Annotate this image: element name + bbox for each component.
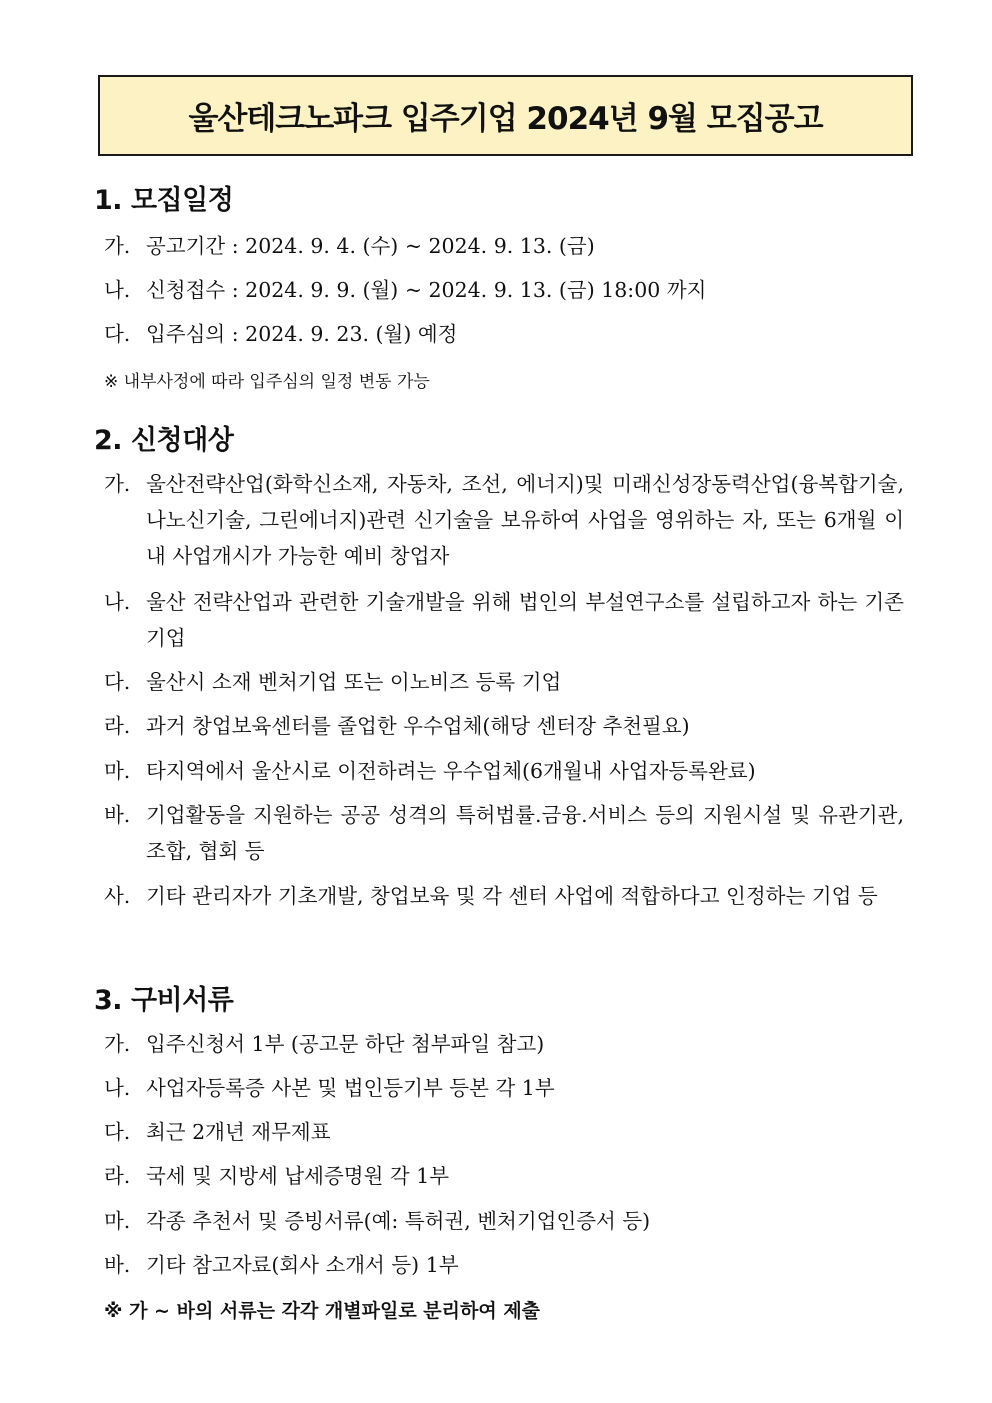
list-item — [104, 466, 904, 574]
list-item — [104, 1114, 904, 1150]
item-text: 기타 참고자료(회사 소개서 등) 1부 — [146, 1253, 459, 1277]
list-item — [104, 664, 904, 700]
item-marker: 가. — [104, 234, 131, 258]
item-marker: 다. — [104, 670, 131, 694]
list-item — [104, 1158, 904, 1194]
item-marker: 다. — [104, 1120, 131, 1144]
section-heading-documents: 3. 구비서류 — [94, 985, 234, 1016]
list-item — [104, 1203, 904, 1239]
item-marker: 가. — [104, 1032, 131, 1056]
item-text: 울산시 소재 벤처기업 또는 이노비즈 등록 기업 — [146, 670, 562, 694]
item-marker: 나. — [104, 1076, 131, 1100]
item-marker: 가. — [104, 472, 131, 496]
item-marker: 바. — [104, 803, 131, 827]
list-item — [104, 1247, 904, 1283]
item-text: 타지역에서 울산시로 이전하려는 우수업체(6개월내 사업자등록완료) — [146, 759, 756, 783]
item-text: 최근 2개년 재무제표 — [146, 1120, 331, 1144]
item-text: 울산전략산업(화학신소재, 자동차, 조선, 에너지)및 미래신성장동력산업(융복합기술, 나노신기술, 그린에너지)관련 신기술을 보유하여 사업을 영위하는 자, 또는 6개월 이내 사업개시가 가능한 예비 창업자 — [146, 472, 904, 568]
documents-note: ※ 가 ~ 바의 서류는 각각 개별파일로 분리하여 제출 — [104, 1300, 541, 1322]
item-marker: 라. — [104, 1164, 131, 1188]
list-item — [104, 1070, 904, 1106]
item-marker: 다. — [104, 322, 131, 346]
page-title: 울산테크노파크 입주기업 2024년 9월 모집공고 — [188, 101, 823, 137]
list-item — [104, 1026, 904, 1062]
section-heading-eligibility: 2. 신청대상 — [94, 425, 234, 456]
item-marker: 마. — [104, 1209, 131, 1233]
item-marker: 나. — [104, 590, 131, 614]
item-text: 신청접수 : 2024. 9. 9. (월) ~ 2024. 9. 13. (금) 18:00 까지 — [146, 278, 707, 302]
item-marker: 바. — [104, 1253, 131, 1277]
item-marker: 마. — [104, 759, 131, 783]
item-text: 울산 전략산업과 관련한 기술개발을 위해 법인의 부설연구소를 설립하고자 하는 기존 기업 — [146, 590, 904, 650]
section-heading-schedule: 1. 모집일정 — [94, 185, 234, 216]
list-item — [104, 228, 904, 264]
title-box — [98, 75, 913, 156]
item-text: 사업자등록증 사본 및 법인등기부 등본 각 1부 — [146, 1076, 555, 1100]
item-marker: 사. — [104, 884, 131, 908]
item-text: 공고기간 : 2024. 9. 4. (수) ~ 2024. 9. 13. (금) — [146, 234, 595, 258]
list-item — [104, 272, 904, 308]
item-text: 기업활동을 지원하는 공공 성격의 특허법률.금융.서비스 등의 지원시설 및 유관기관, 조합, 협회 등 — [146, 803, 904, 863]
item-text: 각종 추천서 및 증빙서류(예: 특허권, 벤처기업인증서 등) — [146, 1209, 651, 1233]
list-item — [104, 316, 904, 352]
item-text: 국세 및 지방세 납세증명원 각 1부 — [146, 1164, 450, 1188]
list-item — [104, 797, 904, 869]
item-text: 기타 관리자가 기초개발, 창업보육 및 각 센터 사업에 적합하다고 인정하는 기업 등 — [146, 884, 878, 908]
list-item — [104, 584, 904, 656]
list-item — [104, 708, 904, 744]
item-text: 입주신청서 1부 (공고문 하단 첨부파일 참고) — [146, 1032, 545, 1056]
item-text: 입주심의 : 2024. 9. 23. (월) 예정 — [146, 322, 458, 346]
item-marker: 라. — [104, 714, 131, 738]
schedule-note: ※ 내부사정에 따라 입주심의 일정 변동 가능 — [104, 372, 430, 392]
item-marker: 나. — [104, 278, 131, 302]
list-item — [104, 753, 904, 789]
item-text: 과거 창업보육센터를 졸업한 우수업체(해당 센터장 추천필요) — [146, 714, 690, 738]
list-item — [104, 878, 904, 914]
